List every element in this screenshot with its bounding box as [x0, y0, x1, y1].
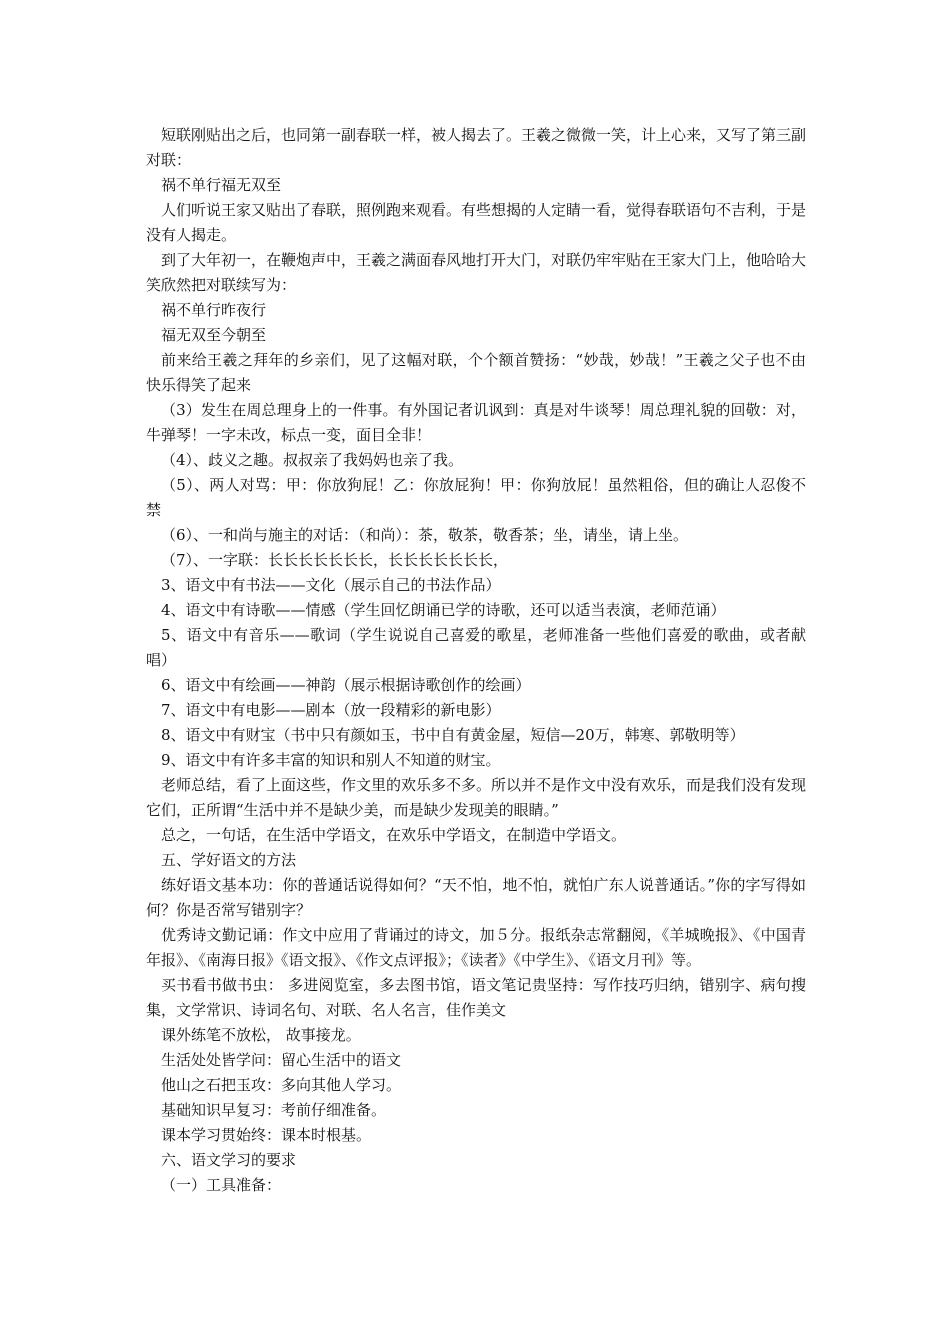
- section-heading: 六、语文学习的要求: [161, 1151, 297, 1169]
- example-item: （5）、两人对骂：甲：你放狗屁！乙：你放屁狗！甲：你狗放屁！虽然粗俗，但的确让人忍俊不禁: [146, 476, 806, 519]
- couplet-line: 祸不单行福无双至: [161, 176, 282, 194]
- example-item: （4）、歧义之趣。叔叔亲了我妈妈也亲了我。: [161, 451, 464, 469]
- list-item: 3、语文中有书法——文化（展示自己的书法作品）: [161, 576, 501, 594]
- list-item: 8、语文中有财宝（书中只有颜如玉，书中自有黄金屋，短信—20万，韩寒、郭敬明等）: [161, 726, 745, 744]
- paragraph: 优秀诗文勤记诵：作文中应用了背诵过的诗文，加５分。报纸杂志常翻阅，《羊城晚报》、《中国青年报》、《南海日报》《语文报》、《作文点评报》；《读者》《中学生》、《语文月刊》等。: [146, 926, 806, 969]
- paragraph: 买书看书做书虫： 多进阅览室，多去图书馆，语文笔记贵坚持：写作技巧归纳，错别字、病句搜集，文学常识、诗词名句、对联、名人名言，佳作美文: [146, 976, 806, 1019]
- paragraph: 生活处处皆学问：留心生活中的语文: [161, 1051, 402, 1069]
- list-item: 4、语文中有诗歌——情感（学生回忆朗诵已学的诗歌，还可以适当表演，老师范诵）: [161, 601, 726, 619]
- list-item: 9、语文中有许多丰富的知识和别人不知道的财宝。: [161, 751, 501, 769]
- list-item: 5、语文中有音乐——歌词（学生说说自己喜爱的歌星，老师准备一些他们喜爱的歌曲，或者献唱）: [146, 626, 806, 669]
- paragraph: 课本学习贯始终：课本时根基。: [161, 1126, 372, 1144]
- couplet-line: 祸不单行昨夜行: [161, 301, 267, 319]
- paragraph: 前来给王羲之拜年的乡亲们，见了这幅对联，个个额首赞扬：“妙哉，妙哉！”王羲之父子也不由快乐得笑了起来: [146, 351, 806, 394]
- paragraph: 他山之石把玉攻：多向其他人学习。: [161, 1076, 402, 1094]
- paragraph: 总之，一句话，在生活中学语文，在欢乐中学语文，在制造中学语文。: [161, 826, 627, 844]
- paragraph: 短联刚贴出之后，也同第一副春联一样，被人揭去了。王羲之微微一笑，计上心来，又写了第三副对联：: [146, 126, 807, 169]
- list-item: 6、语文中有绘画——神韵（展示根据诗歌创作的绘画）: [161, 676, 531, 694]
- paragraph: 基础知识早复习：考前仔细准备。: [161, 1101, 387, 1119]
- paragraph: 练好语文基本功：你的普通话说得如何？“天不怕，地不怕，就怕广东人说普通话。”你的字写得如何？你是否常写错别字？: [146, 876, 806, 919]
- list-item: 7、语文中有电影——剧本（放一段精彩的新电影）: [161, 701, 501, 719]
- paragraph: 到了大年初一，在鞭炮声中，王羲之满面春风地打开大门，对联仍牢牢贴在王家大门上，他哈哈大笑欣然把对联续写为：: [146, 251, 807, 294]
- paragraph: 课外练笔不放松， 故事接龙。: [161, 1026, 361, 1044]
- document-body: [146, 123, 806, 1198]
- example-item: （7）、一字联：长长长长长长长，长长长长长长长，: [161, 551, 509, 569]
- paragraph: 人们听说王家又贴出了春联，照例跑来观看。有些想揭的人定睛一看，觉得春联语句不吉利，于是没有人揭走。: [146, 201, 807, 244]
- example-item: （6）、一和尚与施主的对话：（和尚）：茶，敬茶，敬香茶；坐，请坐，请上坐。: [161, 526, 689, 544]
- example-item: （3）发生在周总理身上的一件事。有外国记者讥讽到：真是对牛谈琴！周总理礼貌的回敬：对，牛弹琴！一字未改，标点一变，面目全非！: [146, 401, 806, 444]
- section-heading: 五、学好语文的方法: [161, 851, 297, 869]
- paragraph: 老师总结，看了上面这些，作文里的欢乐多不多。所以并不是作文中没有欢乐，而是我们没有发现它们，正所谓“生活中并不是缺少美，而是缺少发现美的眼睛。”: [146, 776, 807, 819]
- subsection-heading: （一）工具准备：: [161, 1176, 282, 1194]
- couplet-line: 福无双至今朝至: [161, 326, 267, 344]
